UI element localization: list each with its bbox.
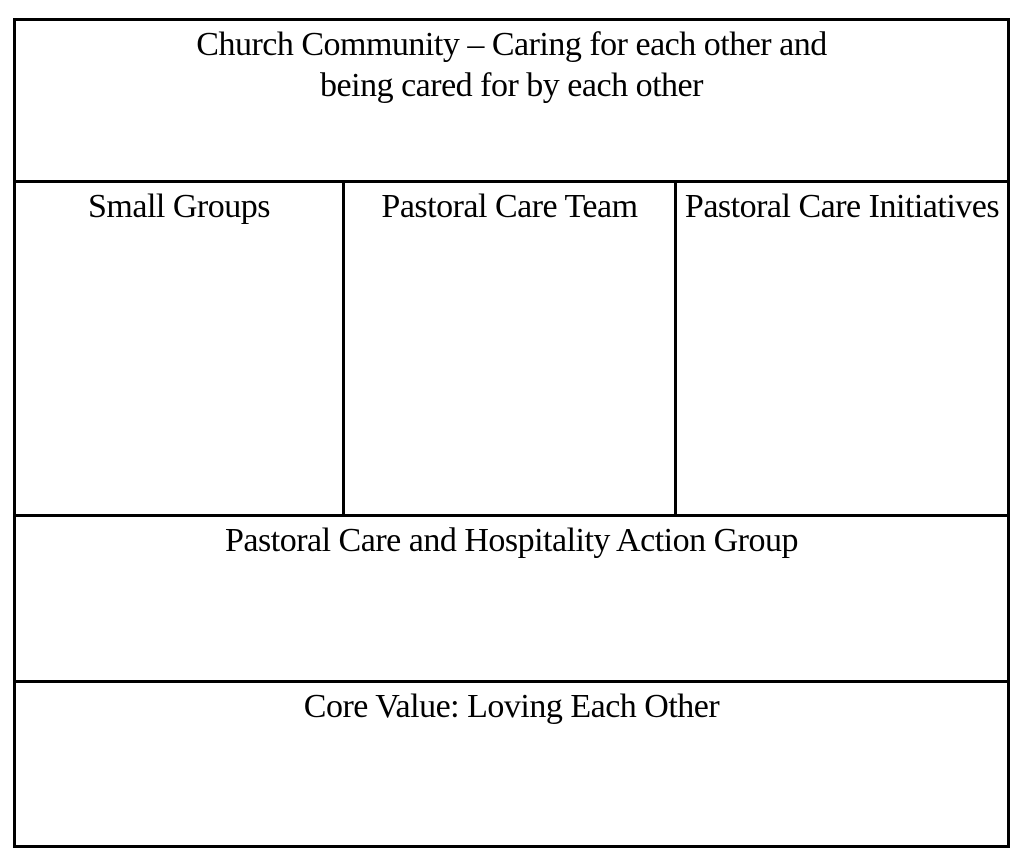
church-community-title-line1: Church Community – Caring for each other and (196, 26, 827, 63)
small-groups-label: Small Groups (88, 188, 270, 225)
church-community-cell (16, 21, 1007, 183)
action-group-cell (16, 517, 1007, 683)
ministries-row (16, 183, 1007, 517)
pastoral-care-initiatives-cell (677, 183, 1007, 514)
core-value-label: Core Value: Loving Each Other (303, 688, 720, 725)
church-structure-table (13, 18, 1010, 848)
pastoral-care-team-cell (345, 183, 677, 514)
church-community-title (16, 21, 1007, 106)
small-groups-cell (16, 183, 345, 514)
church-community-title-line2: being cared for by each other (320, 67, 703, 104)
action-group-label: Pastoral Care and Hospitality Action Group (225, 522, 798, 559)
pastoral-care-team-label: Pastoral Care Team (381, 188, 638, 225)
core-value-cell (16, 683, 1007, 845)
pastoral-care-initiatives-label: Pastoral Care Initiatives (684, 188, 1000, 225)
